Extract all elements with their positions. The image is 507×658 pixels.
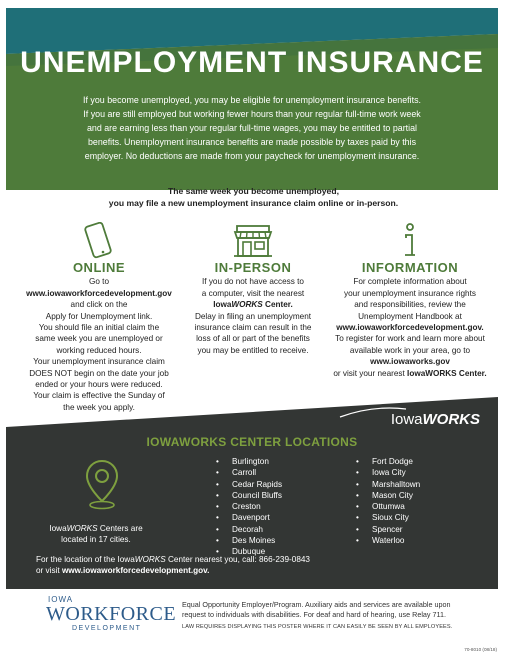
- online-line: Your unemployment insurance claim: [33, 357, 165, 367]
- city-item: • Davenport: [216, 512, 282, 523]
- same-week-line: The same week you become unemployed,: [168, 186, 339, 196]
- online-line: and click on the: [70, 300, 128, 310]
- in-person-line: If you do not have access to: [202, 277, 304, 287]
- logo-development-text: DEVELOPMENT: [72, 625, 142, 632]
- intro-line: and are earning less than your regular full-time wages, you may be entitled to partial: [86, 123, 418, 133]
- city-item: • Carroll: [216, 467, 282, 478]
- online-column: [20, 222, 178, 413]
- intro-paragraph: [56, 93, 448, 163]
- iowaworks-logo: [391, 411, 480, 428]
- note-works: WORKS: [66, 524, 98, 533]
- in-person-line: loss of all or part of the benefits: [196, 334, 310, 344]
- city-item: • Cedar Rapids: [216, 479, 282, 490]
- online-title: ONLINE: [72, 260, 126, 275]
- online-line: You should file an initial claim the: [38, 323, 160, 333]
- online-line: working reduced hours.: [56, 345, 142, 355]
- note-prefix: Iowa: [49, 524, 67, 533]
- city-list-2: [356, 456, 420, 546]
- mobile-phone-icon: [82, 222, 116, 260]
- information-column: [322, 222, 498, 379]
- city-item: • Dubuque: [216, 546, 282, 557]
- page-title: UNEMPLOYMENT INSURANCE: [20, 46, 484, 79]
- center-prefix: Iowa: [213, 300, 232, 310]
- logo-workforce-text: WORKFORCE: [46, 603, 177, 625]
- eoe-line: request to individuals with disabilities. For deaf and hard of hearing, use Relay 711.: [182, 609, 446, 619]
- logo-iowa: Iowa: [390, 411, 423, 428]
- info-icon: [400, 222, 420, 260]
- logo-works: WORKS: [422, 411, 480, 428]
- eoe-line: Equal Opportunity Employer/Program. Auxiliary aids and services are available upon: [182, 600, 451, 609]
- city-item: • Fort Dodge: [356, 456, 420, 467]
- equal-opportunity-notice: [182, 600, 482, 619]
- intro-line: If you are still employed but working fewer hours than your regular full-time work week: [83, 109, 421, 119]
- city-item: • Mason City: [356, 490, 420, 501]
- in-person-line: Delay in filing an unemployment: [194, 311, 312, 321]
- in-person-line: you may be entitled to receive.: [197, 345, 309, 355]
- information-line: and responsibilities, review the: [354, 300, 466, 310]
- in-person-title: IN-PERSON: [214, 260, 292, 275]
- intro-line: benefits. Unemployment insurance benefits are made possible by taxes paid by this: [87, 137, 417, 147]
- visit-center-line: [322, 368, 498, 379]
- handbook-url-link[interactable]: www.iowaworkforcedevelopment.gov.: [336, 323, 484, 333]
- contact-url-link[interactable]: www.iowaworkforcedevelopment.gov.: [61, 566, 210, 575]
- contact-info: [36, 554, 486, 576]
- center-suffix: Center.: [262, 300, 293, 310]
- cities-note-line1: [26, 523, 166, 534]
- city-item: • Creston: [216, 501, 282, 512]
- city-item: • Marshalltown: [356, 479, 420, 490]
- information-line: Unemployment Handbook at: [358, 311, 462, 321]
- logo-iowa-text: IOWA: [48, 595, 74, 604]
- contact-works: WORKS: [134, 555, 166, 564]
- center-works: WORKS: [231, 300, 263, 310]
- law-notice: LAW REQUIRES DISPLAYING THIS POSTER WHERE IT CAN EASILY BE SEEN BY ALL EMPLOYEES.: [182, 624, 453, 630]
- in-person-line: a computer, visit the nearest: [201, 288, 305, 298]
- information-title: INFORMATION: [361, 260, 459, 275]
- note-suffix: Centers are: [97, 524, 143, 533]
- city-list-1: [216, 456, 282, 558]
- cities-note-line2: located in 17 cities.: [61, 535, 131, 544]
- visit-prefix: or visit your nearest: [333, 368, 408, 378]
- information-line: To register for work and learn more about: [335, 334, 485, 344]
- iowaworks-url-link[interactable]: www.iowaworks.gov: [370, 357, 450, 367]
- city-item: • Spencer: [356, 524, 420, 535]
- city-item: • Council Bluffs: [216, 490, 282, 501]
- online-line: Your claim is effective the Sunday of: [33, 391, 165, 401]
- online-line: the week you apply.: [63, 402, 135, 412]
- city-item: • Sioux City: [356, 512, 420, 523]
- contact-line1: [36, 554, 486, 565]
- contact-text: For the location of the Iowa: [36, 555, 135, 564]
- locations-title: IOWAWORKS CENTER LOCATIONS: [146, 435, 358, 449]
- header-banner: [6, 8, 498, 190]
- iowa-workforce-development-logo: [44, 595, 177, 637]
- online-line: ended or your hours were reduced.: [35, 380, 163, 390]
- in-person-line: insurance claim can result in the: [194, 323, 312, 333]
- online-line: same week you are unemployed or: [35, 334, 163, 344]
- in-person-column: [181, 222, 325, 356]
- city-item: • Iowa City: [356, 467, 420, 478]
- iowaworks-center-label: [181, 299, 325, 310]
- storefront-icon: [231, 222, 275, 260]
- information-line: For complete information about: [353, 277, 467, 287]
- city-item: • Waterloo: [356, 535, 420, 546]
- city-item: • Des Moines: [216, 535, 282, 546]
- map-pin-icon: [84, 459, 120, 511]
- intro-line: If you become unemployed, you may be eligible for unemployment insurance benefits.: [83, 95, 421, 105]
- information-line: your unemployment insurance rights: [344, 288, 476, 298]
- intro-line: employer. No deductions are made from your paycheck for unemployment insurance.: [84, 151, 420, 161]
- locations-band: [6, 397, 498, 589]
- online-line: Apply for Unemployment link.: [45, 311, 153, 321]
- online-line: Go to: [88, 277, 110, 287]
- form-number: 70-8010 (08/18): [464, 647, 497, 652]
- city-item: • Ottumwa: [356, 501, 420, 512]
- contact-line2: [36, 565, 486, 576]
- city-item: • Burlington: [216, 456, 282, 467]
- city-item: • Decorah: [216, 524, 282, 535]
- same-week-line: you may file a new unemployment insurance claim online or in-person.: [108, 198, 399, 208]
- contact-text: or visit: [36, 566, 62, 575]
- same-week-notice: [0, 185, 507, 209]
- online-line: DOES NOT begin on the date your job: [29, 368, 169, 378]
- contact-phone: Center nearest you, call: 866-239-0843: [165, 555, 310, 564]
- online-url-link[interactable]: www.iowaworkforcedevelopment.gov: [26, 288, 172, 298]
- cities-count-note: [26, 523, 166, 545]
- visit-center-bold: IowaWORKS Center.: [407, 368, 487, 378]
- information-line: available work in your area, go to: [349, 345, 471, 355]
